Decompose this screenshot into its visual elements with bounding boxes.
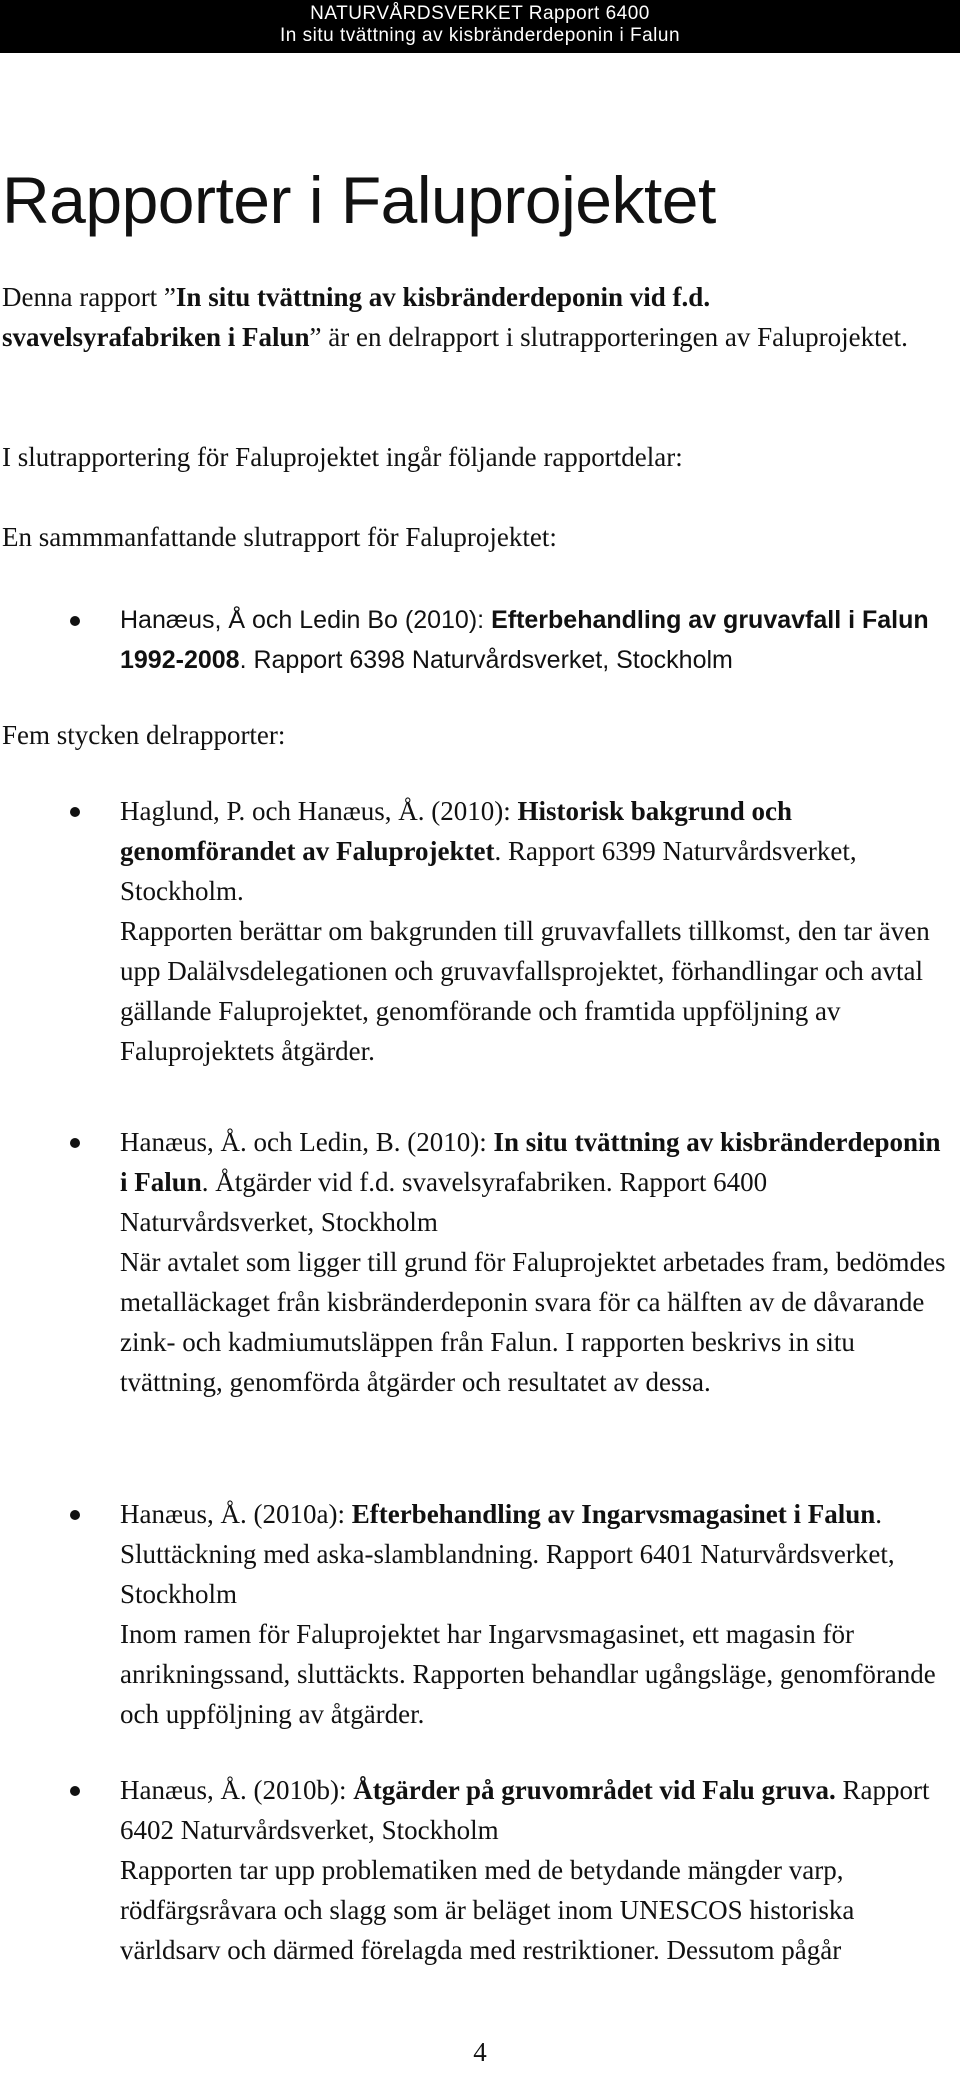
bullet-icon [70,807,80,817]
delrapporter-paragraph: Fem stycken delrapporter: [2,720,286,750]
item-title: Åtgärder på gruvområdet vid Falu gruva. [353,1775,836,1805]
page-title: Rapporter i Faluprojektet [2,163,716,237]
item-citation [120,1494,948,1614]
item-description: Rapporten tar upp problematiken med de betydande mängder varp, rödfärgsråvara och slagg som är beläget inom UNESCOS historiska världsarv och därmed förelagda med restriktioner. Dessutom pågår [120,1855,855,1965]
item-publisher: . Rapport 6398 Naturvårdsverket, Stockholm [239,646,733,674]
running-header [0,0,960,53]
item-title: In situ tvättning av kisbränderdeponin i Falun [120,1127,941,1197]
page-number: 4 [473,2037,487,2067]
rapportdelar-paragraph: I slutrapportering för Faluprojektet ingår följande rapportdelar: [2,442,683,472]
item-citation [120,791,948,911]
list-item [120,1122,948,1402]
report-title-bold: In situ tvättning av kisbränderdeponin vid f.d. svavelsyrafabriken i Falun [2,282,711,352]
item-citation [120,1770,948,1850]
item-description: Inom ramen för Faluprojektet har Ingarvsmagasinet, ett magasin för anrikningssand, sluttäckts. Rapporten behandlar ugångsläge, genomförande och uppföljning av åtgärder. [120,1619,936,1729]
intro-text-start: Denna rapport ” [2,282,176,312]
item-publisher: . Rapport 6399 Naturvårdsverket, Stockholm. [120,836,857,906]
item-title: Efterbehandling av Ingarvsmagasinet i Falun [351,1499,876,1529]
item-title: Historisk bakgrund och genomförandet av Faluprojektet [120,796,793,866]
bullet-icon [70,616,80,626]
item-publisher: . Åtgärder vid f.d. svavelsyrafabriken. Rapport 6400 Naturvårdsverket, Stockholm [120,1167,768,1237]
item-authors: Hanæus, Å. och Ledin, B. (2010): [120,1127,494,1157]
intro-text-end: ” är en delrapport i slutrapporteringen av Faluprojektet. [309,322,908,352]
bullet-icon [70,1786,80,1796]
item-title: Efterbehandling av gruvavfall i Falun 1992-2008 [120,606,929,674]
bullet-icon [70,1138,80,1148]
item-authors: Haglund, P. och Hanæus, Å. (2010): [120,796,518,826]
list-item [120,791,948,1071]
item-authors: Hanæus, Å. (2010b): [120,1775,354,1805]
header-report-number: NATURVÅRDSVERKET Rapport 6400 [310,3,650,24]
item-publisher: Rapport 6402 Naturvårdsverket, Stockholm [120,1775,930,1845]
item-publisher: . Sluttäckning med aska-slamblandning. Rapport 6401 Naturvårdsverket, Stockholm [120,1499,895,1609]
intro-paragraph [2,277,932,357]
summary-intro-paragraph: En sammmanfattande slutrapport för Faluprojektet: [2,522,557,552]
item-authors: Hanæus, Å och Ledin Bo (2010): [120,606,492,634]
list-item [120,1770,948,1970]
header-report-title: In situ tvättning av kisbränderdeponin i Falun [279,25,681,46]
item-citation [120,1122,948,1242]
item-authors: Hanæus, Å. (2010a): [120,1499,352,1529]
summary-report-item [120,600,948,680]
bullet-icon [70,1510,80,1520]
list-item [120,1494,948,1734]
item-description: Rapporten berättar om bakgrunden till gruvavfallets tillkomst, den tar även upp Dalälvsdelegationen och gruvavfallsprojektet, förhandlingar och avtal gällande Faluprojektet, genomförande och framtida uppföljning av Faluprojektets åtgärder. [120,916,930,1066]
item-description: När avtalet som ligger till grund för Faluprojektet arbetades fram, bedömdes metalläckaget från kisbränderdeponin svara för ca hälften av de dåvarande zink- och kadmiumutsläppen från Falun. I rapporten beskrivs in situ tvättning, genomförda åtgärder och resultatet av dessa. [120,1247,946,1397]
